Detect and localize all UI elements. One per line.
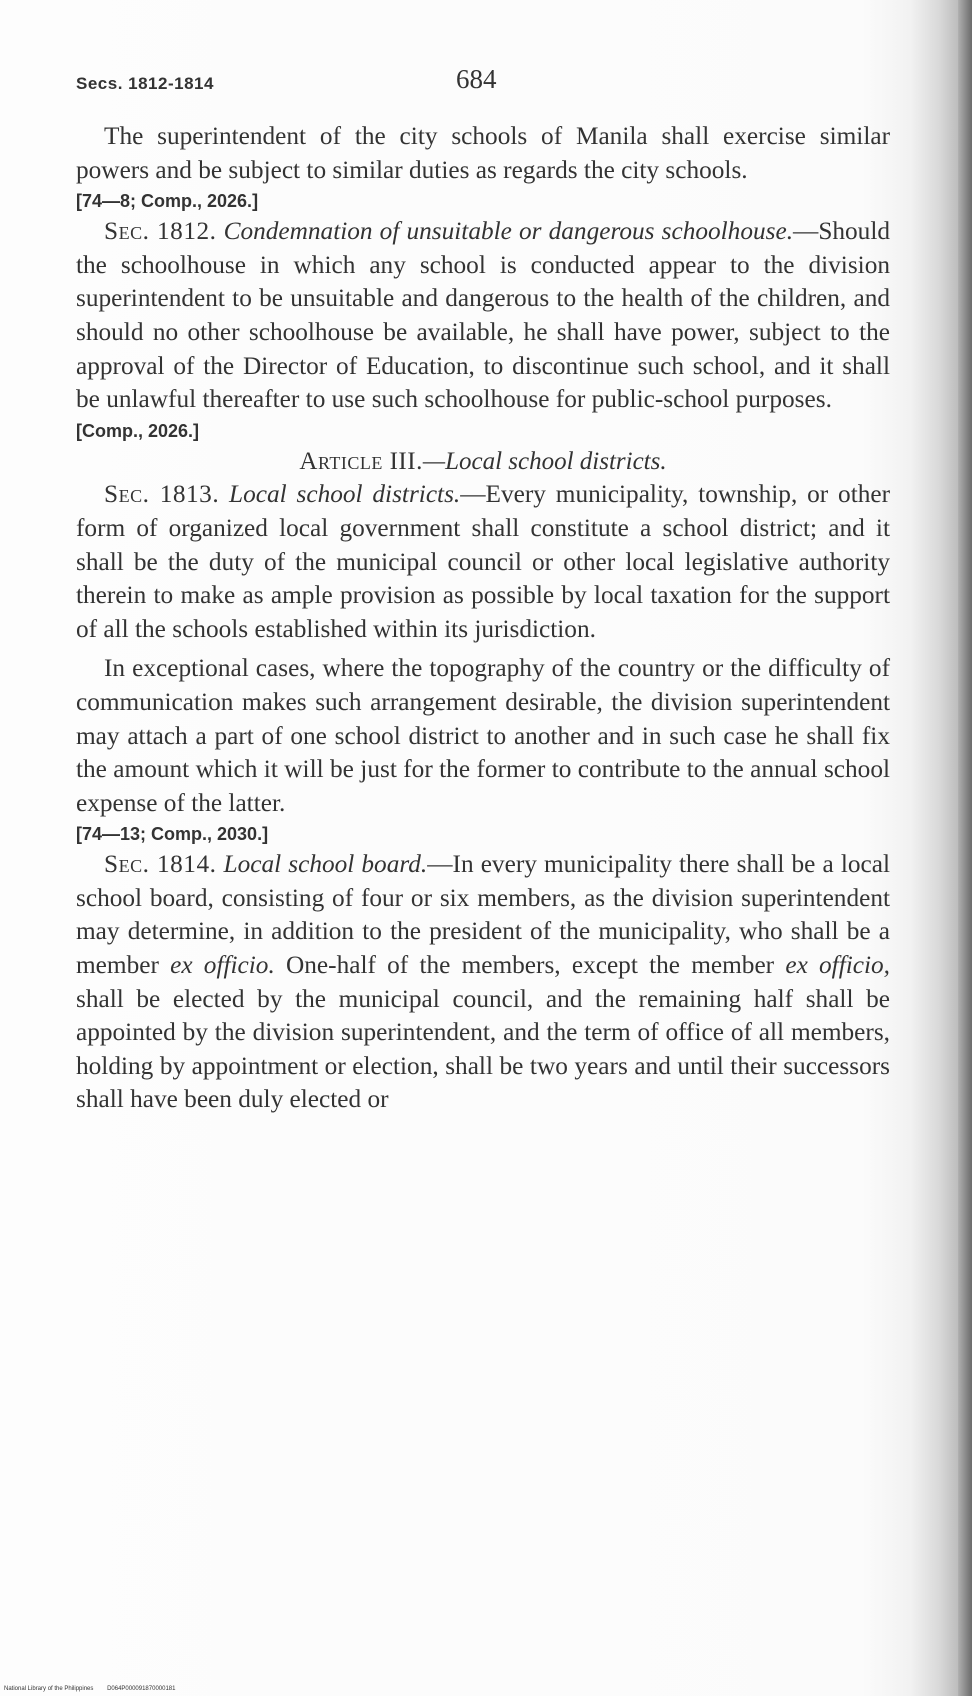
section-body: —Should the schoolhouse in which any school is conducted appear to the division superintendent to be unsuitable and dangerous to the health of the children, and should no other schoolhouse be available, he shall have power, subject to the approval of the Director of Education, to discontinue such school, and it shall be unlawful thereafter to use such schoolhouse for public-school purposes. xyxy=(76,217,891,414)
section-body: —In every municipality there shall be a local school board, consisting of four or six members, as the division superintendent may determine, in addition to the president of the municipality, who shall be a member xyxy=(76,850,890,980)
paragraph-exceptional: In exceptional cases, where the topography of the country or the difficulty of communication makes such arrangement desirable, the division superintendent may attach a part of one school district to another and in such case he shall fix the amount which it will be just for the former to contribute to the annual school expense of the latter. xyxy=(76,654,890,817)
section-title: Local school districts. xyxy=(229,480,461,509)
citation: [74—13; Comp., 2030.] xyxy=(76,824,269,845)
section-1814 xyxy=(76,848,890,1117)
section-body: shall be elected by the municipal council, and the remaining half shall be appointed by the division superintendent, and the term of office of all members, holding by appointment or election, shall be two years and until their successors shall have been duly elected or xyxy=(76,984,890,1114)
section-title: Local school board. xyxy=(223,850,428,879)
section-1813 xyxy=(76,478,890,646)
section-label: Sec. 1813. xyxy=(104,480,220,509)
scan-footer xyxy=(4,1686,187,1692)
section-label: Sec. 1812. xyxy=(104,217,217,246)
page-edge-shadow xyxy=(958,0,972,1696)
paragraph-intro: The superintendent of the city schools of Manila shall exercise similar powers and be subject to similar duties as regards the city schools. xyxy=(76,122,890,184)
latin-term: ex officio. xyxy=(170,951,275,980)
article-title: —Local school districts. xyxy=(422,447,667,475)
section-range: Secs. 1812-1814 xyxy=(76,74,214,93)
citation: [Comp., 2026.] xyxy=(76,420,200,441)
page-header xyxy=(76,64,896,104)
latin-term: ex officio, xyxy=(785,951,890,980)
library-name: National Library of the Philippines xyxy=(4,1686,94,1692)
page-number: 684 xyxy=(456,64,497,94)
page-body xyxy=(76,120,890,1117)
section-label: Sec. 1814. xyxy=(104,850,217,879)
section-body: —Every municipality, township, or other form of organized local government shall constitute a school district; and it shall be the duty of the municipal council or other local legislative authority therein to make as ample provision as possible by local taxation for the support of all the schools established within its jurisdiction. xyxy=(76,480,891,643)
section-1812 xyxy=(76,215,890,417)
citation: [74—8; Comp., 2026.] xyxy=(76,191,259,212)
scan-code: D064P000091870000181 xyxy=(107,1686,176,1692)
article-label: Article III. xyxy=(299,447,423,475)
section-title: Condemnation of unsuitable or dangerous schoolhouse. xyxy=(223,217,794,246)
section-body: One-half of the members, except the member xyxy=(274,951,786,980)
article-heading xyxy=(76,445,890,479)
